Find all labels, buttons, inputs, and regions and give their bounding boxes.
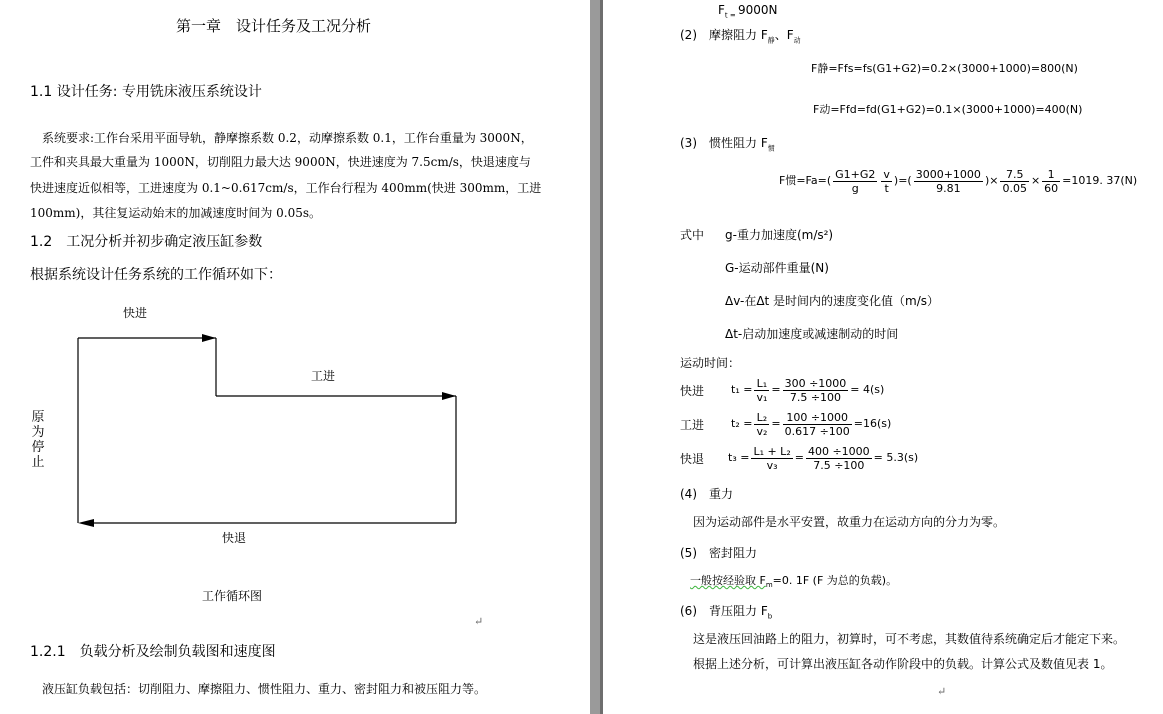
motion-time-label: 运动时间： <box>680 356 741 370</box>
paragraph-mark: ↵ <box>937 685 947 698</box>
requirements-line-2: 工件和夹具最大重量为 1000N，切削阻力最大达 9000N，快进速度为 7.5cm/s，快退速度与 <box>30 155 531 169</box>
arrow-kuaitui <box>78 519 94 527</box>
requirements-line-3: 快进速度近似相等，工进速度为 0.1~0.617cm/s，工作台行程为 400mm(快进 300mm，工进 <box>30 181 542 195</box>
t3-equation: t₃ = $\frac{\text{L₁ + L₂}}{\text{v₃}}$ = $\frac{400 \div 1000}{7.5 \div 100}$ = 5.3(s) <box>728 444 919 472</box>
t3-label: 快退 <box>680 452 705 466</box>
load-intro-text: 液压缸负载包括：切削阻力、摩擦阻力、惯性阻力、重力、密封阻力和被压阻力等。 <box>42 682 487 696</box>
arrow-gongjin <box>442 392 456 400</box>
item-6-heading: (6) 背压阻力 $F_b$ <box>680 604 773 621</box>
section-1-2-1-heading: 1.2.1 负载分析及绘制负载图和速度图 <box>30 644 276 660</box>
dynamic-friction-equation: F动=Ffd=fd(G1+G2)=0.1×(3000+1000)=400(N) <box>813 103 1083 116</box>
chapter-title: 第一章 设计任务及工况分析 <box>176 17 372 35</box>
definition-g: g-重力加速度(m/s²) <box>725 228 834 242</box>
requirements-line-1: 系统要求:工作台采用平面导轨，静摩擦系数 0.2，动摩擦系数 0.1，工作台重量为 3000N， <box>42 131 533 145</box>
cycle-intro-text: 根据系统设计任务系统的工作循环如下： <box>30 267 282 283</box>
where-label: 式中 <box>680 228 705 242</box>
item-4-text: 因为运动部件是水平安置，故重力在运动方向的分力为零。 <box>693 515 1006 529</box>
item-5-heading: (5) 密封阻力 <box>680 546 757 560</box>
item-3-heading: (3) 惯性阻力 $F_惯$ <box>680 136 775 153</box>
t2-label: 工进 <box>680 418 705 432</box>
label-origin-stop: 原为停止 <box>31 410 45 470</box>
definition-G: G-运动部件重量(N) <box>725 261 829 275</box>
static-friction-equation: F静=Ffs=fs(G1+G2)=0.2×(3000+1000)=800(N) <box>811 62 1078 75</box>
diagram-caption: 工作循环图 <box>202 589 263 603</box>
section-1-1-heading: 1.1 设计任务: 专用铣床液压系统设计 <box>30 84 262 100</box>
label-kuaijin: 快进 <box>123 306 148 320</box>
inertia-equation: F惯=Fa=( $\frac{G1+G2}{g}$ $\frac{v}{t}$ )=( $\frac{3000+1000}{9.81}$ )× $\frac{7.5}{0.05}$ × $\frac{1}{60}$ =1019. 37(N) <box>779 167 1138 195</box>
cutting-force-line: $F_{t =}$ 9000N <box>718 3 778 20</box>
paragraph-mark: ↵ <box>474 615 484 628</box>
requirements-line-4: 100mm)，其往复运动始末的加减速度时间为 0.05s。 <box>30 206 322 220</box>
section-1-2-heading: 1.2 工况分析并初步确定液压缸参数 <box>30 234 263 250</box>
document-page-right <box>603 0 1163 714</box>
conclusion-text: 根据上述分析，可计算出液压缸各动作阶段中的负载。计算公式及数值见表 1。 <box>693 657 1113 671</box>
item-4-heading: (4) 重力 <box>680 487 733 501</box>
work-cycle-diagram <box>70 320 530 550</box>
arrow-kuaijin <box>202 334 216 342</box>
t2-equation: t₂ = $\frac{\text{L₂}}{\text{v₂}}$ = $\frac{100 \div 1000}{0.617 \div 100}$ =16(s) <box>731 410 892 438</box>
item-5-text: 一般按经验取 $F_m=0$. 1F (F 为总的负载)。 <box>690 574 898 590</box>
label-kuaitui: 快退 <box>222 531 247 545</box>
label-gongjin: 工进 <box>311 369 336 383</box>
t1-label: 快进 <box>680 384 705 398</box>
item-6-text: 这是液压回油路上的阻力，初算时，可不考虑，其数值待系统确定后才能定下来。 <box>693 632 1126 646</box>
item-2-heading: (2) 摩擦阻力 $F_静$、$F_动$ <box>680 28 801 45</box>
t1-equation: t₁ = $\frac{\text{L₁}}{\text{v₁}}$ = $\frac{300 \div 1000}{7.5 \div 100}$ = 4(s) <box>731 376 885 404</box>
definition-dv: Δv-在Δt 是时间内的速度变化值（m/s） <box>725 294 940 308</box>
definition-dt: Δt-启动加速度或减速制动的时间 <box>725 327 899 341</box>
